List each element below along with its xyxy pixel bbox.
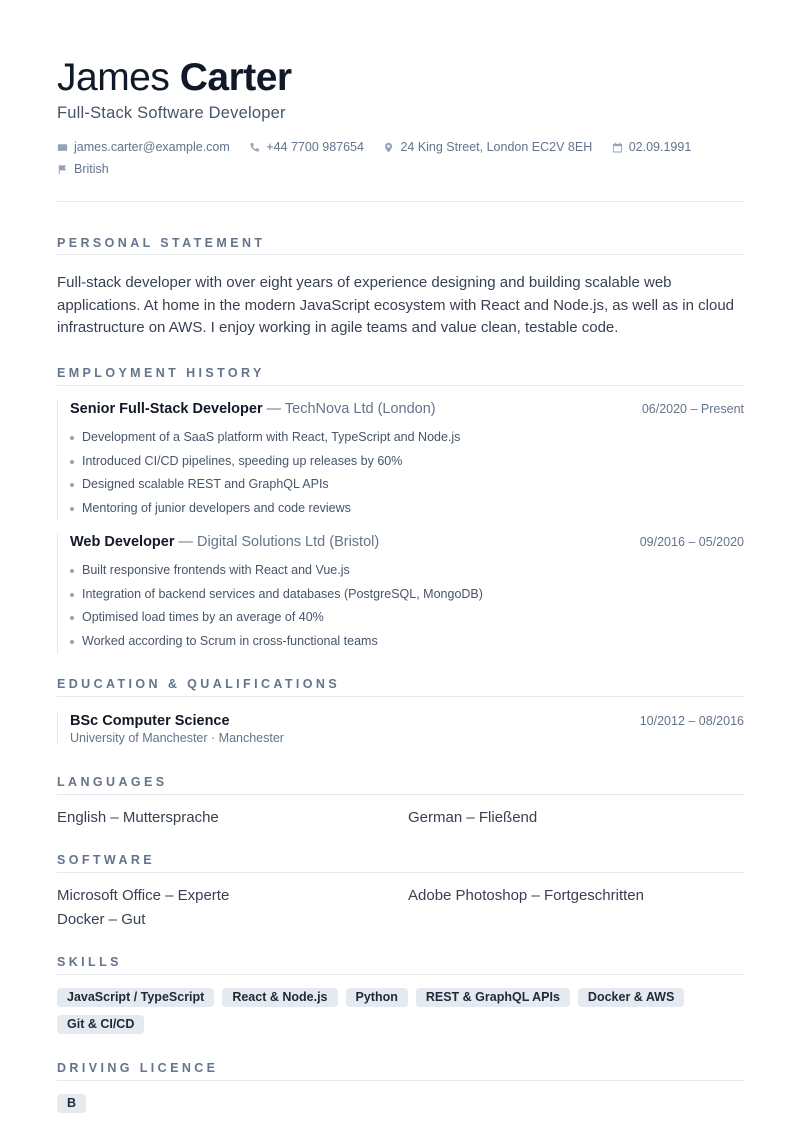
skill-chip: Docker & AWS bbox=[578, 988, 684, 1007]
list-item: Worked according to Scrum in cross-functional teams bbox=[70, 630, 744, 654]
job-entry bbox=[57, 533, 744, 654]
job-entry bbox=[57, 400, 744, 521]
licence-chip: B bbox=[57, 1094, 86, 1113]
job-bullets bbox=[70, 426, 744, 521]
last-name: Carter bbox=[179, 56, 292, 99]
list-item: Integration of backend services and databases (PostgreSQL, MongoDB) bbox=[70, 583, 744, 607]
list-item: Built responsive frontends with React and Vue.js bbox=[70, 559, 744, 583]
education-dates: 10/2012 – 08/2016 bbox=[639, 714, 744, 728]
job-company: — Digital Solutions Ltd (Bristol) bbox=[174, 534, 380, 550]
contact-info-row2 bbox=[57, 160, 125, 178]
section-divider bbox=[57, 974, 744, 975]
list-item: Development of a SaaS platform with React, TypeScript and Node.js bbox=[70, 426, 744, 450]
section-title-software: SOFTWARE bbox=[57, 853, 156, 867]
section-divider bbox=[57, 1080, 744, 1081]
contact-phone[interactable] bbox=[249, 138, 364, 156]
list-item: Mentoring of junior developers and code reviews bbox=[70, 497, 744, 521]
first-name: James bbox=[57, 56, 170, 99]
job-dates: 09/2016 – 05/2020 bbox=[639, 535, 744, 549]
software-item: Microsoft Office – Experte bbox=[57, 887, 230, 904]
section-title-employment: EMPLOYMENT HISTORY bbox=[57, 366, 265, 380]
skill-chip: JavaScript / TypeScript bbox=[57, 988, 214, 1007]
job-company: — TechNova Ltd (London) bbox=[262, 401, 436, 417]
header-divider bbox=[57, 201, 744, 202]
section-divider bbox=[57, 385, 744, 386]
licence-list bbox=[57, 1094, 747, 1113]
candidate-name bbox=[57, 54, 292, 102]
languages-list bbox=[57, 808, 747, 828]
section-divider bbox=[57, 696, 744, 697]
skill-chip: Git & CI/CD bbox=[57, 1015, 144, 1034]
section-title-skills: SKILLS bbox=[57, 955, 122, 969]
skill-chip: React & Node.js bbox=[222, 988, 337, 1007]
language-item: English – Muttersprache bbox=[57, 809, 219, 826]
list-item: Optimised load times by an average of 40% bbox=[70, 606, 744, 630]
section-title-languages: LANGUAGES bbox=[57, 775, 168, 789]
education-entry bbox=[57, 713, 744, 745]
contact-nationality bbox=[57, 160, 109, 178]
education-school: University of Manchester · Manchester bbox=[70, 731, 284, 745]
job-header bbox=[70, 533, 744, 555]
flag-icon bbox=[57, 164, 68, 175]
section-title-education: EDUCATION & QUALIFICATIONS bbox=[57, 677, 341, 691]
section-title-statement: PERSONAL STATEMENT bbox=[57, 236, 266, 250]
skill-chip: Python bbox=[346, 988, 408, 1007]
section-divider bbox=[57, 872, 744, 873]
job-heading bbox=[70, 400, 436, 418]
section-title-licence: DRIVING LICENCE bbox=[57, 1061, 219, 1075]
software-item: Docker – Gut bbox=[57, 911, 146, 928]
job-bullets bbox=[70, 559, 744, 654]
address-text: 24 King Street, London EC2V 8EH bbox=[400, 140, 593, 154]
skill-chip: REST & GraphQL APIs bbox=[416, 988, 570, 1007]
list-item: Designed scalable REST and GraphQL APIs bbox=[70, 473, 744, 497]
section-divider bbox=[57, 254, 744, 255]
job-role: Full-Stack Software Developer bbox=[57, 104, 286, 122]
language-item: German – Fließend bbox=[408, 809, 538, 826]
job-title: Web Developer bbox=[70, 534, 175, 550]
birthdate-text: 02.09.1991 bbox=[628, 140, 692, 154]
contact-info bbox=[57, 138, 747, 156]
list-item: Introduced CI/CD pipelines, speeding up releases by 60% bbox=[70, 450, 744, 474]
location-pin-icon bbox=[383, 142, 394, 153]
education-degree: BSc Computer Science bbox=[70, 713, 230, 729]
envelope-icon bbox=[57, 142, 68, 153]
calendar-icon bbox=[612, 142, 623, 153]
contact-birthdate bbox=[612, 138, 692, 156]
education-header bbox=[70, 713, 744, 729]
email-text: james.carter@example.com bbox=[74, 140, 230, 154]
nationality-text: British bbox=[74, 162, 109, 176]
job-header bbox=[70, 400, 744, 422]
personal-statement: Full-stack developer with over eight years of experience designing and building scalable web applications. At home in the modern JavaScript ecosystem with React and Node.js, as well as in cloud infrastructure on AWS. I enjoy working in agile teams and value clean, testable code. bbox=[57, 274, 735, 337]
software-item: Adobe Photoshop – Fortgeschritten bbox=[408, 887, 644, 904]
contact-email[interactable] bbox=[57, 138, 230, 156]
section-divider bbox=[57, 794, 744, 795]
phone-icon bbox=[249, 142, 260, 153]
phone-text: +44 7700 987654 bbox=[266, 140, 364, 154]
job-dates: 06/2020 – Present bbox=[641, 402, 744, 416]
job-title: Senior Full-Stack Developer bbox=[70, 401, 263, 417]
contact-address bbox=[383, 138, 592, 156]
job-heading bbox=[70, 533, 379, 551]
skills-list bbox=[57, 988, 747, 1034]
software-list bbox=[57, 886, 747, 930]
